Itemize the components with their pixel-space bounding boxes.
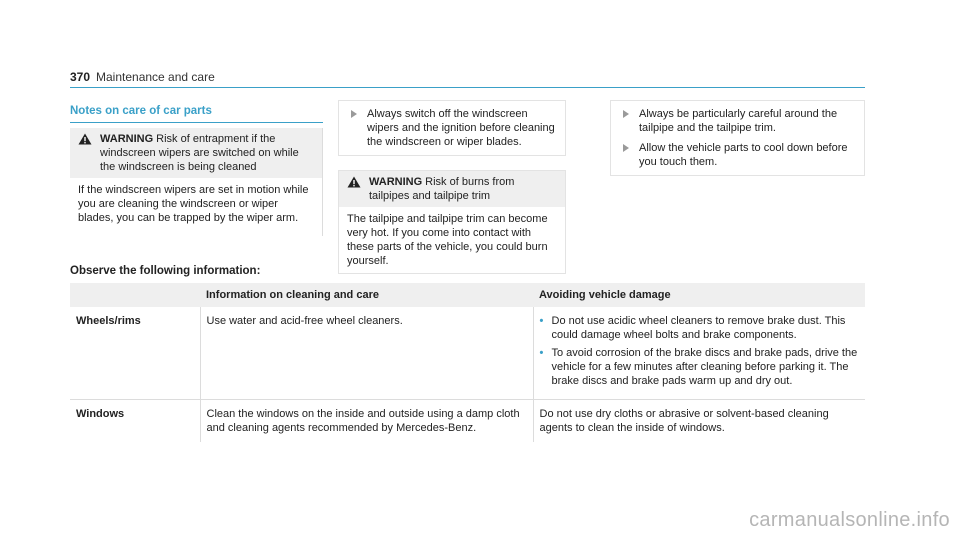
arrow-bullet-icon bbox=[351, 110, 357, 118]
warning-label: WARNING bbox=[100, 133, 154, 145]
section-title: Notes on care of car parts bbox=[70, 104, 323, 123]
warning-head-text: Risk of burns from tailpipes and tailpipe trim bbox=[369, 176, 515, 202]
instruction-box-tailpipe bbox=[610, 100, 865, 175]
observe-heading: Observe the following information: bbox=[70, 265, 261, 277]
warning-entrapment-head bbox=[70, 128, 322, 178]
instruction-item bbox=[367, 107, 557, 149]
instruction-item bbox=[639, 141, 856, 169]
warning-burns bbox=[338, 170, 566, 274]
header-title: Maintenance and care bbox=[96, 70, 215, 84]
arrow-bullet-icon bbox=[623, 144, 629, 152]
watermark: carmanualsonline.info bbox=[749, 509, 950, 531]
table-row bbox=[70, 307, 865, 400]
warning-triangle-icon bbox=[78, 133, 92, 145]
instruction-text: Always switch off the windscreen wipers and the ignition before cleaning the windscreen or wiper blades. bbox=[367, 108, 555, 148]
table-cell-part: Wheels/rims bbox=[70, 307, 200, 400]
page-header bbox=[70, 70, 865, 88]
warning-entrapment bbox=[70, 128, 323, 236]
instruction-item bbox=[639, 107, 856, 135]
list-item: • Do not use acidic wheel cleaners to remove brake dust. This could damage wheel bolts and brake components. bbox=[540, 314, 860, 342]
list-item: • To avoid corrosion of the brake discs and brake pads, drive the vehicle for a few minutes after cleaning before parking it. The brake discs and brake pads warm up and dry out. bbox=[540, 346, 860, 388]
middle-column bbox=[338, 100, 566, 267]
warning-burns-head bbox=[339, 171, 565, 207]
warning-label: WARNING bbox=[369, 176, 423, 188]
warning-body: If the windscreen wipers are set in motion while you are cleaning the windscreen or wiper blades, you can be trapped by the wiper arm. bbox=[78, 184, 309, 224]
warning-body: The tailpipe and tailpipe trim can become very hot. If you come into contact with these parts of the vehicle, you could burn yourself. bbox=[347, 213, 548, 267]
table-header-row bbox=[70, 283, 865, 307]
table-cell-avoid: Do not use dry cloths or abrasive or solvent-based cleaning agents to clean the inside of windows. bbox=[539, 408, 829, 434]
table-cell-info: Clean the windows on the inside and outside using a damp cloth and cleaning agents recommended by Mercedes-Benz. bbox=[200, 400, 533, 443]
table-header: Information on cleaning and care bbox=[200, 283, 533, 307]
table-header bbox=[70, 283, 200, 307]
instruction-text: Always be particularly careful around the tailpipe and the tailpipe trim. bbox=[639, 108, 838, 134]
warning-head-text: Risk of entrapment if the windscreen wipers are switched on while the windscreen is being cleaned bbox=[100, 133, 299, 173]
instruction-text: Allow the vehicle parts to cool down before you touch them. bbox=[639, 142, 848, 168]
table-cell-part: Windows bbox=[76, 408, 125, 420]
page-number: 370 bbox=[70, 70, 91, 84]
avoid-list bbox=[540, 314, 860, 388]
instruction-box-wipers bbox=[338, 100, 566, 156]
table-header: Avoiding vehicle damage bbox=[533, 283, 865, 307]
arrow-bullet-icon bbox=[623, 110, 629, 118]
table-row bbox=[70, 400, 865, 443]
table-cell-info: Use water and acid-free wheel cleaners. bbox=[200, 307, 533, 400]
care-table bbox=[70, 283, 865, 442]
instruction-box bbox=[610, 100, 865, 176]
table-cell-avoid bbox=[533, 307, 865, 400]
warning-triangle-icon bbox=[347, 176, 361, 188]
